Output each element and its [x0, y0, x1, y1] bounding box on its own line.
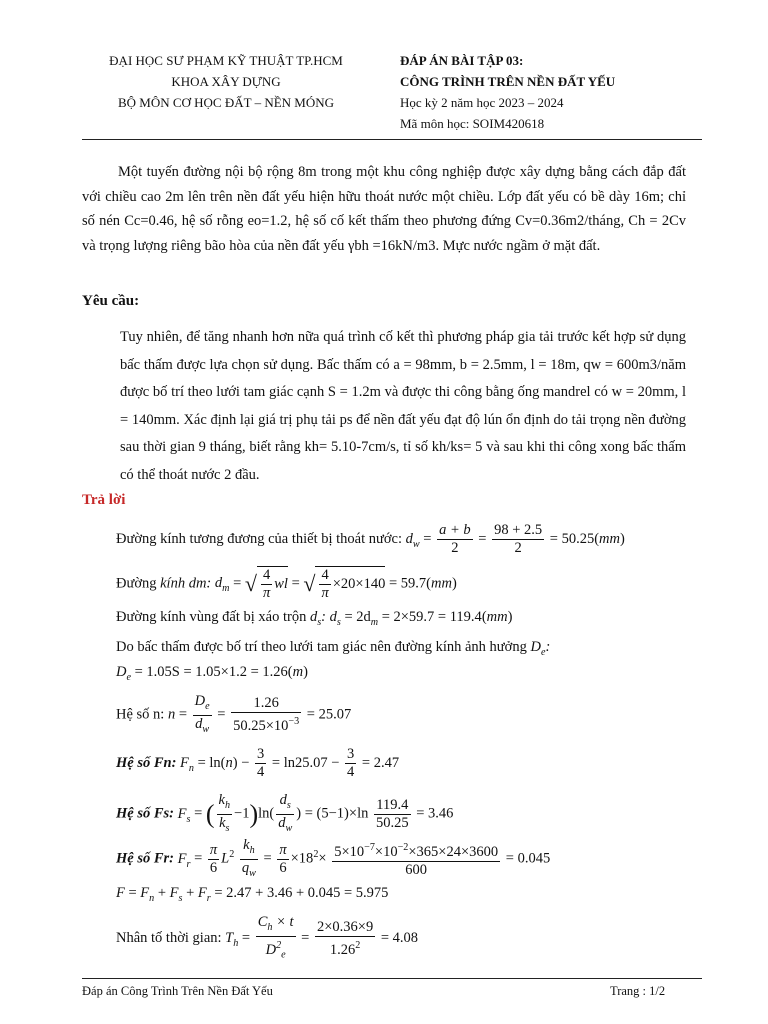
ds-result: = 2×59.7 = 119.4 — [381, 609, 482, 625]
fs-expression: = (5−1)×ln — [304, 805, 369, 822]
de-expression: = 1.05S = 1.05×1.2 = 1.26 — [134, 664, 288, 680]
fn-label: Hệ số Fn: — [116, 754, 177, 771]
n-numerator: 1.26 — [253, 695, 279, 712]
de-label: Do bấc thấm được bố trí theo lưới tam giác nên đường kính ảnh hưởng — [116, 639, 527, 655]
dw-label: Đường kính tương đương của thiết bị thoát nước: — [116, 530, 403, 547]
equation-n: Hệ số n: n = $\frac{D_e}{d_w}$ = $\frac{1.26}{50.25\times 10^{-3}}$ = 25.07 — [116, 693, 351, 738]
ds-unit: mm — [486, 609, 508, 625]
answer-heading: Trả lời — [82, 492, 126, 508]
ds-expression: = 2d — [344, 609, 371, 625]
header-divider — [82, 139, 702, 140]
equation-fs: Hệ số Fs: $F_s$ = ( $\frac{k_h}{k_s}$ −1)ln( $\frac{d_s}{d_w}$ ) = (5−1)×ln $\frac{119.4}{50.25}$ = 3.46 — [116, 792, 453, 837]
header-document-info — [400, 50, 700, 134]
f-sum-result: = 2.47 + 3.46 + 0.045 = 5.975 — [214, 885, 389, 901]
n-denominator: 50.25×10 — [233, 718, 289, 735]
requirement-text: Tuy nhiên, để tăng nhanh hơn nữa quá trình cố kết thì phương pháp gia tải trước kết hợp sử dụng bấc thấm được lựa chọn sử dụng. Bấc thấm có a = 98mm, b = 2.5mm, l = 18m, qw = 600m3/năm được bố trí theo lưới tam giác cạnh S = 1.2m và được thi công bằng ống mandrel có w = 20mm, l = 140mm. Xác định lại giá trị phụ tải ps để nền đất yếu đạt độ lún ổn định do tải trọng nền đường sau thời gian 9 tháng, biết rằng kh= 5.10-7cm/s, tỉ số kh/ks= 5 và sau khi thi công xong bấc thấm có thể thoát nước 2 đầu. — [120, 329, 686, 483]
footer-divider — [82, 978, 702, 979]
equation-fr: Hệ số Fr: $F_r$ = $\frac{\pi}{6}$ $L^2$ $\frac{k_h}{q_w}$ = $\frac{\pi}{6}$ $\times 18^2\times$ $\frac{5\times 10^{-7}\times 10^{-2}\times 365\times 24\times 3600}{600}$ = 0.045 — [116, 837, 550, 882]
equation-dm: Đường kính dm: $d_m$ = √ $\frac{4}{\pi}$ wl = √ $\frac{4}{\pi}$ ×20×140 = 59.7(mm) — [116, 567, 457, 601]
dw-result: = 50.25 — [549, 530, 595, 547]
fr-label: Hệ số Fr: — [116, 850, 174, 867]
header-institution — [96, 50, 356, 113]
university-name: ĐẠI HỌC SƯ PHẠM KỸ THUẬT TP.HCM — [109, 53, 343, 68]
dw-denominator: 2 — [437, 539, 473, 557]
equation-fn: Hệ số Fn: $F_n = \ln(n)$ − $\frac{3}{4}$ = ln25.07 − $\frac{3}{4}$ = 2.47 — [116, 746, 400, 780]
th-label: Nhân tố thời gian: — [116, 930, 222, 947]
de-unit: m — [292, 664, 304, 680]
th-numerator: 2×0.36×9 — [316, 918, 374, 935]
equation-f-sum: $F = F_n + F_s + F_r = 2.47 + 3.46 + 0.045 = 5.975$ — [116, 885, 389, 904]
dw-numerator: a + b — [439, 522, 471, 538]
fn-expression: = ln25.07 − — [271, 754, 340, 771]
dm-result: = 59.7 — [388, 575, 427, 592]
fs-label: Hệ số Fs: — [116, 805, 174, 822]
equation-ds: Đường kính vùng đất bị xáo trộn $d_s$: $d_s = 2d_m = 2\times 59.7 = 119.4(mm)$ — [116, 609, 513, 628]
dw-denominator-2: 2 — [492, 539, 544, 557]
department-name: BỘ MÔN CƠ HỌC ĐẤT – NỀN MÓNG — [117, 95, 335, 110]
fs-result: = 3.46 — [416, 805, 454, 822]
ds-label: Đường kính vùng đất bị xáo trộn — [116, 609, 307, 625]
n-result: = 25.07 — [306, 706, 352, 723]
th-denominator: 1.26 — [329, 941, 356, 958]
de-statement: Do bấc thấm được bố trí theo lưới tam giác nên đường kính ảnh hưởng $D_e$: — [116, 639, 551, 658]
document-subtitle: CÔNG TRÌNH TRÊN NỀN ĐẤT YẾU — [400, 74, 616, 89]
page-number: Trang : 1/2 — [610, 984, 666, 998]
problem-intro: Một tuyến đường nội bộ rộng 8m trong một khu công nghiệp được xây dựng bằng cách đắp đất với chiều cao 2m lên trên nền đất yếu hiện hữu thoát nước một chiều. Lớp đất yếu có bề dày 16m; chỉ số nén Cc=0.46, hệ số rỗng eo=1.2, hệ số cố kết thấm theo phương đứng Cv=0.36m2/tháng, Ch = 2Cv và trọng lượng riêng bão hòa của nền đất yếu γbh =16kN/m3. Mực nước ngầm ở mặt đất. — [82, 164, 686, 254]
dm-label-a: Đường — [116, 575, 157, 592]
n-label: Hệ số n: — [116, 706, 165, 723]
equation-de: $D_e = 1.05S = 1.05\times 1.2 = 1.26(m)$ — [116, 664, 308, 683]
dw-numerator-values: 98 + 2.5 — [494, 522, 543, 538]
equation-dw: Đường kính tương đương của thiết bị thoát nước: $d_w$ = $\frac{a + b}{2}$ = $\frac{98 + 2.5}{2}$ = 50.25(mm) — [116, 522, 625, 556]
footer-title: Đáp án Công Trình Trên Nền Đất Yếu — [82, 984, 273, 998]
semester: Học kỳ 2 năm học 2023 – 2024 — [400, 95, 564, 110]
dm-unit: mm — [430, 575, 452, 592]
faculty-name: KHOA XÂY DỰNG — [171, 74, 281, 89]
th-result: = 4.08 — [380, 930, 419, 947]
fr-denominator: 600 — [332, 861, 500, 879]
fs-numerator: 119.4 — [376, 796, 409, 813]
requirement-heading: Yêu cầu: — [82, 293, 140, 309]
fn-result: = 2.47 — [361, 754, 400, 771]
fr-result: = 0.045 — [505, 850, 551, 867]
document-title: ĐÁP ÁN BÀI TẬP 03: — [400, 53, 524, 68]
dw-unit: mm — [599, 530, 620, 547]
dm-label-b: kính dm: — [160, 575, 212, 592]
fs-denominator: 50.25 — [375, 814, 409, 831]
equation-th: Nhân tố thời gian: $T_h$ = $\frac{C_h \times t}{D^2_e}$ = $\frac{2\times 0.36\times 9}{1.26^2}$ = 4.08 — [116, 914, 418, 964]
n-exponent: −3 — [288, 716, 300, 728]
course-code: Mã môn học: SOIM420618 — [400, 116, 545, 131]
